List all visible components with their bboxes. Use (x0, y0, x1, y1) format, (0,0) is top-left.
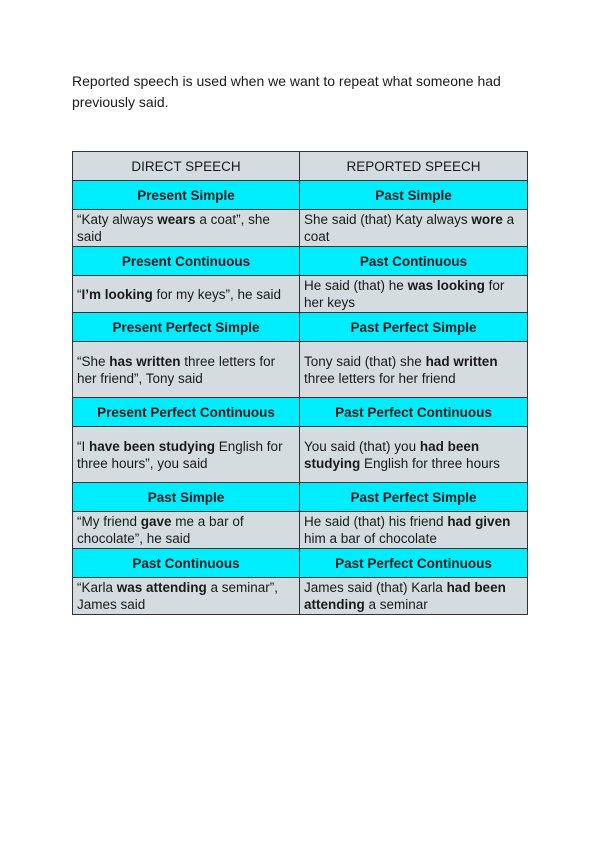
reported-example: Tony said (that) she had written three letters for her friend (300, 342, 528, 398)
reported-tense: Past Simple (300, 181, 528, 210)
tense-row (73, 483, 528, 512)
example-row (73, 210, 528, 247)
direct-tense: Past Simple (73, 483, 300, 512)
tense-row (73, 247, 528, 276)
reported-example: He said (that) he was looking for her keys (300, 276, 528, 313)
direct-example: “Katy always wears a coat”, she said (73, 210, 300, 247)
example-row (73, 276, 528, 313)
reported-tense: Past Perfect Simple (300, 483, 528, 512)
example-row (73, 578, 528, 615)
reported-tense: Past Perfect Continuous (300, 398, 528, 427)
reported-tense: Past Perfect Continuous (300, 549, 528, 578)
direct-example: “She has written three letters for her friend”, Tony said (73, 342, 300, 398)
example-row (73, 342, 528, 398)
reported-example: James said (that) Karla had been attending a seminar (300, 578, 528, 615)
reported-tense: Past Perfect Simple (300, 313, 528, 342)
direct-tense: Present Simple (73, 181, 300, 210)
tense-row (73, 313, 528, 342)
example-row (73, 427, 528, 483)
reported-example: You said (that) you had been studying English for three hours (300, 427, 528, 483)
direct-example: “Karla was attending a seminar”, James said (73, 578, 300, 615)
direct-tense: Present Continuous (73, 247, 300, 276)
tense-row (73, 549, 528, 578)
reported-example: He said (that) his friend had given him a bar of chocolate (300, 512, 528, 549)
intro-paragraph: Reported speech is used when we want to repeat what someone had previously said. (72, 73, 501, 110)
direct-example: “My friend gave me a bar of chocolate”, he said (73, 512, 300, 549)
reported-example: She said (that) Katy always wore a coat (300, 210, 528, 247)
direct-tense: Present Perfect Simple (73, 313, 300, 342)
header-direct-speech: DIRECT SPEECH (73, 152, 300, 181)
example-row (73, 512, 528, 549)
tense-row (73, 181, 528, 210)
direct-example: “I’m looking for my keys”, he said (73, 276, 300, 313)
table-header-row (73, 152, 528, 181)
tense-row (73, 398, 528, 427)
direct-example: “I have been studying English for three hours”, you said (73, 427, 300, 483)
direct-tense: Past Continuous (73, 549, 300, 578)
direct-tense: Present Perfect Continuous (73, 398, 300, 427)
reported-tense: Past Continuous (300, 247, 528, 276)
header-reported-speech: REPORTED SPEECH (300, 152, 528, 181)
reported-speech-table (72, 151, 528, 615)
